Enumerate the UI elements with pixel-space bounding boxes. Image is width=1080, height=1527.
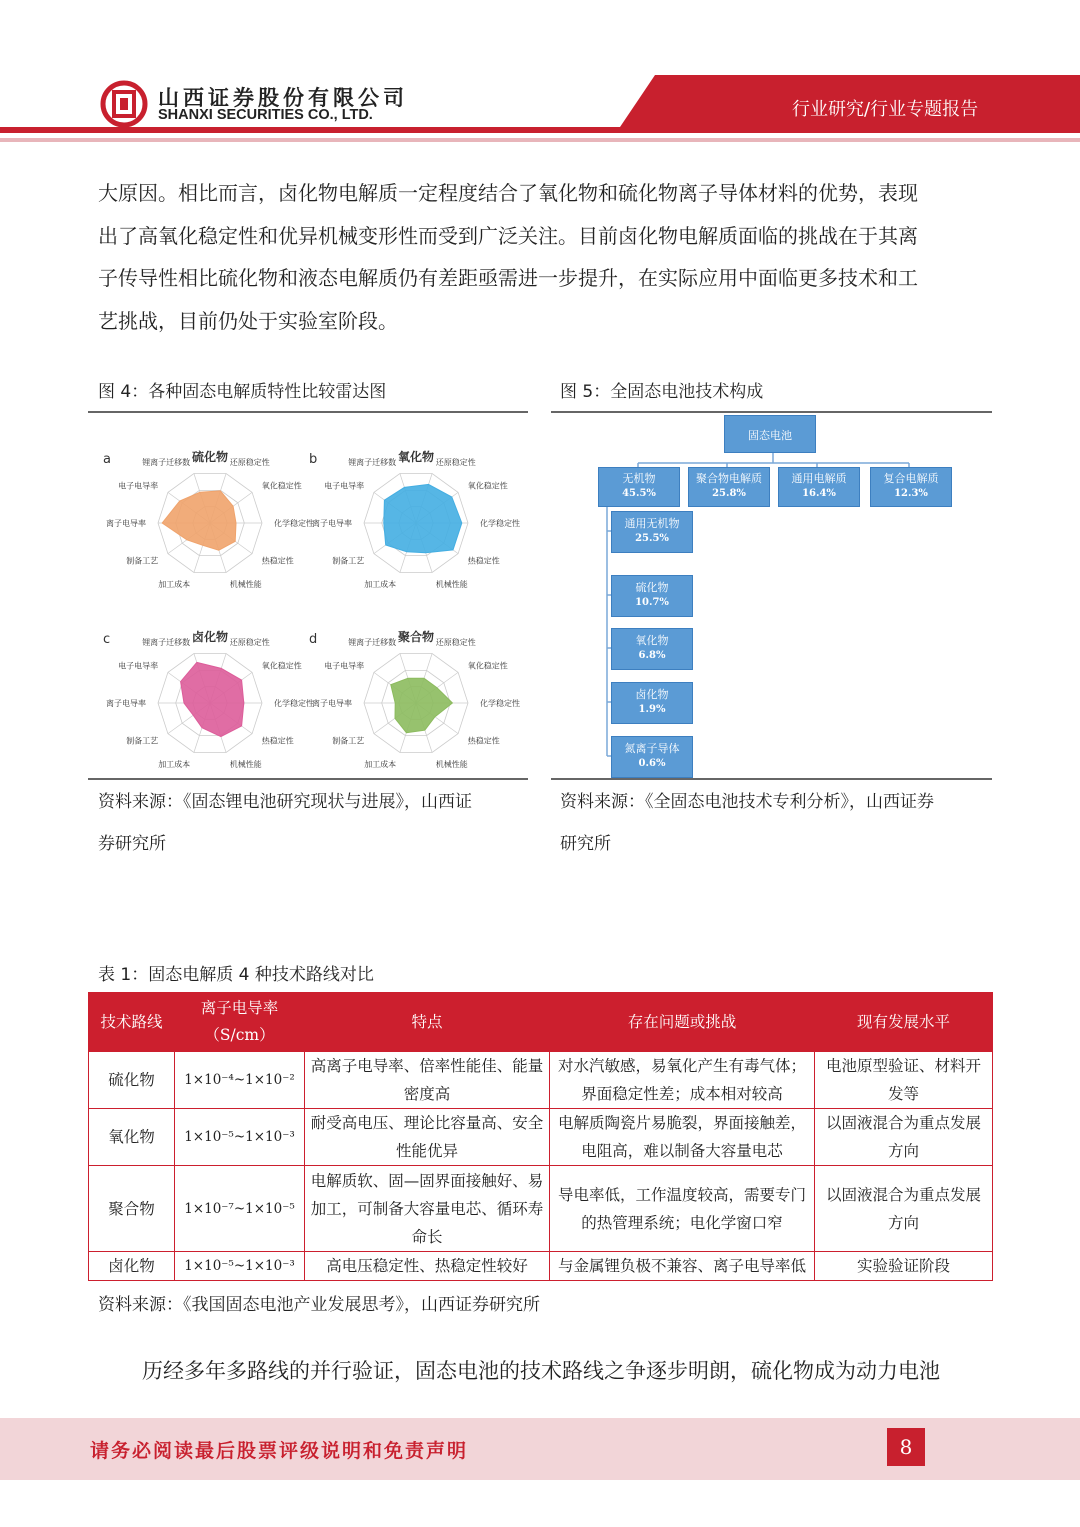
header-conductivity-label: 离子电导率 xyxy=(200,999,279,1017)
header-route: 技术路线 xyxy=(89,993,175,1052)
radar-panel-title: 卤化物 xyxy=(191,630,229,644)
radar-axis-label: 还原稳定性 xyxy=(229,638,270,648)
radar-axis-label: 还原稳定性 xyxy=(435,638,476,648)
figure4-source xyxy=(98,781,472,865)
radar-panel-letter: d xyxy=(309,632,318,647)
cell-challenges: 电解质陶瓷片易脆裂，界面接触差，电阻高，难以制备大容量电芯 xyxy=(550,1109,815,1166)
radar-axis-label: 机械性能 xyxy=(229,579,262,589)
radar-axis-label: 锂离子迁移数 xyxy=(142,638,191,648)
page-header xyxy=(0,0,1080,150)
intro-line: 大原因。相比而言，卤化物电解质一定程度结合了氧化物和硫化物离子导体材料的优势，表现 xyxy=(98,181,918,205)
figure5-source-line: 研究所 xyxy=(560,834,611,854)
radar-axis-label: 化学稳定性 xyxy=(480,519,520,528)
tree-level2-node xyxy=(611,628,693,670)
tree-node-value: 45.5% xyxy=(622,488,656,499)
intro-line: 子传导性相比硫化物和液态电解质仍有差距亟需进一步提升，在实际应用中面临更多技术和工 xyxy=(98,266,918,290)
radar-axis-label: 机械性能 xyxy=(229,759,262,769)
cell-route: 卤化物 xyxy=(89,1252,175,1281)
tree-root-node xyxy=(724,415,816,453)
tree-node-label: 聚合物电解质 xyxy=(696,472,762,485)
radar-data-area xyxy=(384,484,462,552)
radar-panel-letter: b xyxy=(309,452,318,467)
cell-route: 氧化物 xyxy=(89,1109,175,1166)
figure5-source-line: 资料来源：《全固态电池技术专利分析》，山西证券 xyxy=(560,792,934,812)
radar-axis-label: 锂离子迁移数 xyxy=(348,638,397,648)
table1-title: 表 1：固态电解质 4 种技术路线对比 xyxy=(98,965,374,985)
radar-axis-label: 加工成本 xyxy=(364,759,397,769)
cell-challenges: 与金属锂负极不兼容、离子电导率低 xyxy=(550,1252,815,1281)
radar-axis-label: 化学稳定性 xyxy=(274,519,314,528)
page-number: 8 xyxy=(887,1428,925,1466)
radar-axis-label: 热稳定性 xyxy=(261,736,294,746)
radar-panel-title: 硫化物 xyxy=(191,450,229,464)
header-challenges: 存在问题或挑战 xyxy=(550,993,815,1052)
radar-axis-label: 氧化稳定性 xyxy=(467,661,508,671)
radar-axis-label: 热稳定性 xyxy=(467,736,500,746)
tree-level2-node xyxy=(611,682,693,724)
radar-axis-label: 制备工艺 xyxy=(126,556,159,566)
radar-data-area xyxy=(162,491,236,550)
radar-panel-title: 聚合物 xyxy=(397,630,435,644)
report-type: 行业研究/行业专题报告 xyxy=(792,99,979,120)
tree-level1-node xyxy=(688,467,770,507)
figure4-bottom-rule xyxy=(88,778,528,780)
cell-conductivity: 1×10⁻⁴~1×10⁻² xyxy=(175,1052,305,1109)
tree-node-value: 16.4% xyxy=(802,488,836,499)
tree-node-label: 氧化物 xyxy=(635,634,669,647)
table-row xyxy=(89,1166,993,1252)
company-logo-icon xyxy=(100,80,150,128)
cell-status: 电池原型验证、材料开发等 xyxy=(815,1052,993,1109)
tree-level2-node xyxy=(611,575,693,617)
company-name-en: SHANXI SECURITIES CO., LTD. xyxy=(158,107,373,123)
cell-features: 耐受高电压、理论比容量高、安全性能优异 xyxy=(305,1109,550,1166)
radar-axis-label: 热稳定性 xyxy=(467,556,500,566)
table-row xyxy=(89,1109,993,1166)
radar-axis-label: 氧化稳定性 xyxy=(467,481,508,491)
cell-features: 电解质软、固—固界面接触好、易加工，可制备大容量电芯、循环寿命长 xyxy=(305,1166,550,1252)
radar-axis-label: 化学稳定性 xyxy=(480,699,520,708)
tree-level2-node xyxy=(611,511,693,553)
radar-axis-label: 离子电导率 xyxy=(312,699,352,708)
tree-node-label: 无机物 xyxy=(622,472,656,485)
cell-challenges: 对水汽敏感，易氧化产生有毒气体；界面稳定性差；成本相对较高 xyxy=(550,1052,815,1109)
radar-axis-label: 离子电导率 xyxy=(312,519,352,528)
figure5-tree xyxy=(551,411,992,778)
intro-line: 出了高氧化稳定性和优异机械变形性而受到广泛关注。目前卤化物电解质面临的挑战在于其离 xyxy=(98,223,918,248)
company-name-cn: 山西证券股份有限公司 xyxy=(158,86,408,110)
tree-node-label: 通用电解质 xyxy=(791,472,847,485)
tree-node-label: 通用无机物 xyxy=(624,517,680,530)
intro-paragraph xyxy=(98,172,988,342)
disclaimer-text: 请务必阅读最后股票评级说明和免责声明 xyxy=(90,1440,469,1462)
table-header-row xyxy=(89,993,993,1052)
radar-data-area xyxy=(181,662,244,736)
table-row xyxy=(89,1052,993,1109)
table-row xyxy=(89,1252,993,1281)
tree-node-value: 25.5% xyxy=(635,533,669,544)
radar-axis-label: 氧化稳定性 xyxy=(261,661,302,671)
figure4-title: 图 4：各种固态电解质特性比较雷达图 xyxy=(98,382,387,402)
cell-conductivity: 1×10⁻⁵~1×10⁻³ xyxy=(175,1252,305,1281)
radar-axis-label: 制备工艺 xyxy=(126,736,159,746)
radar-panel-letter: c xyxy=(103,632,111,647)
tree-level1-node xyxy=(598,467,680,507)
cell-status: 以固液混合为重点发展方向 xyxy=(815,1166,993,1252)
cell-status: 以固液混合为重点发展方向 xyxy=(815,1109,993,1166)
cell-status: 实验验证阶段 xyxy=(815,1252,993,1281)
radar-axis-label: 机械性能 xyxy=(435,759,468,769)
radar-panel-title: 氧化物 xyxy=(397,450,435,464)
header-conductivity-unit: （S/cm） xyxy=(204,1026,275,1044)
radar-panel-letter: a xyxy=(103,452,111,467)
radar-axis-label: 化学稳定性 xyxy=(274,699,314,708)
cell-route: 聚合物 xyxy=(89,1166,175,1252)
figure5-title: 图 5：全固态电池技术构成 xyxy=(560,382,764,402)
radar-axis-label: 氧化稳定性 xyxy=(261,481,302,491)
radar-axis-label: 锂离子迁移数 xyxy=(348,458,397,468)
tree-node-value: 12.3% xyxy=(894,488,928,499)
radar-axis-label: 制备工艺 xyxy=(332,556,365,566)
closing-paragraph: 历经多年多路线的并行验证，固态电池的技术路线之争逐步明朗，硫化物成为动力电池 xyxy=(142,1359,940,1383)
cell-challenges: 导电率低，工作温度较高，需要专门的热管理系统；电化学窗口窄 xyxy=(550,1166,815,1252)
figure5-bottom-rule xyxy=(551,778,992,780)
radar-axis-label: 锂离子迁移数 xyxy=(142,458,191,468)
table1-source: 资料来源：《我国固态电池产业发展思考》，山西证券研究所 xyxy=(98,1295,540,1315)
radar-data-area xyxy=(391,678,453,732)
radar-axis-label: 电子电导率 xyxy=(324,481,365,491)
radar-axis-label: 加工成本 xyxy=(158,759,191,769)
radar-axis-label: 热稳定性 xyxy=(261,556,294,566)
figure4-top-rule xyxy=(88,411,528,413)
tree-node-label: 复合电解质 xyxy=(883,472,939,485)
tree-node-value: 10.7% xyxy=(635,597,669,608)
tree-node-value: 0.6% xyxy=(638,758,666,769)
tree-node-value: 25.8% xyxy=(712,488,746,499)
cell-features: 高离子电导率、倍率性能佳、能量密度高 xyxy=(305,1052,550,1109)
cell-conductivity: 1×10⁻⁵~1×10⁻³ xyxy=(175,1109,305,1166)
tree-node-value: 1.9% xyxy=(638,704,666,715)
cell-conductivity: 1×10⁻⁷~1×10⁻⁵ xyxy=(175,1166,305,1252)
header-features: 特点 xyxy=(305,993,550,1052)
tree-root-label: 固态电池 xyxy=(748,429,792,442)
radar-axis-label: 制备工艺 xyxy=(332,736,365,746)
tree-level2-node xyxy=(611,736,693,778)
tree-level1-node xyxy=(870,467,952,507)
radar-axis-label: 电子电导率 xyxy=(118,661,159,671)
radar-axis-label: 离子电导率 xyxy=(106,699,146,708)
tree-level1-node xyxy=(778,467,860,507)
tree-node-label: 氮离子导体 xyxy=(624,742,680,755)
tree-node-label: 硫化物 xyxy=(635,581,669,594)
radar-axis-label: 机械性能 xyxy=(435,579,468,589)
radar-axis-label: 加工成本 xyxy=(158,579,191,589)
intro-line: 艺挑战，目前仍处于实验室阶段。 xyxy=(98,308,398,333)
figure5-source xyxy=(560,781,934,865)
radar-axis-label: 电子电导率 xyxy=(324,661,365,671)
figure4-source-line: 资料来源：《固态锂电池研究现状与进展》，山西证 xyxy=(98,792,472,812)
radar-axis-label: 离子电导率 xyxy=(106,519,146,528)
figure4-source-line: 券研究所 xyxy=(98,834,166,854)
header-conductivity xyxy=(175,993,305,1052)
radar-axis-label: 还原稳定性 xyxy=(435,458,476,468)
header-status: 现有发展水平 xyxy=(815,993,993,1052)
tree-node-value: 6.8% xyxy=(638,650,666,661)
comparison-table xyxy=(88,992,993,1281)
radar-axis-label: 加工成本 xyxy=(364,579,397,589)
tree-node-label: 卤化物 xyxy=(635,688,669,701)
radar-axis-label: 电子电导率 xyxy=(118,481,159,491)
cell-route: 硫化物 xyxy=(89,1052,175,1109)
cell-features: 高电压稳定性、热稳定性较好 xyxy=(305,1252,550,1281)
radar-axis-label: 还原稳定性 xyxy=(229,458,270,468)
figure4-radar-charts xyxy=(98,418,528,773)
